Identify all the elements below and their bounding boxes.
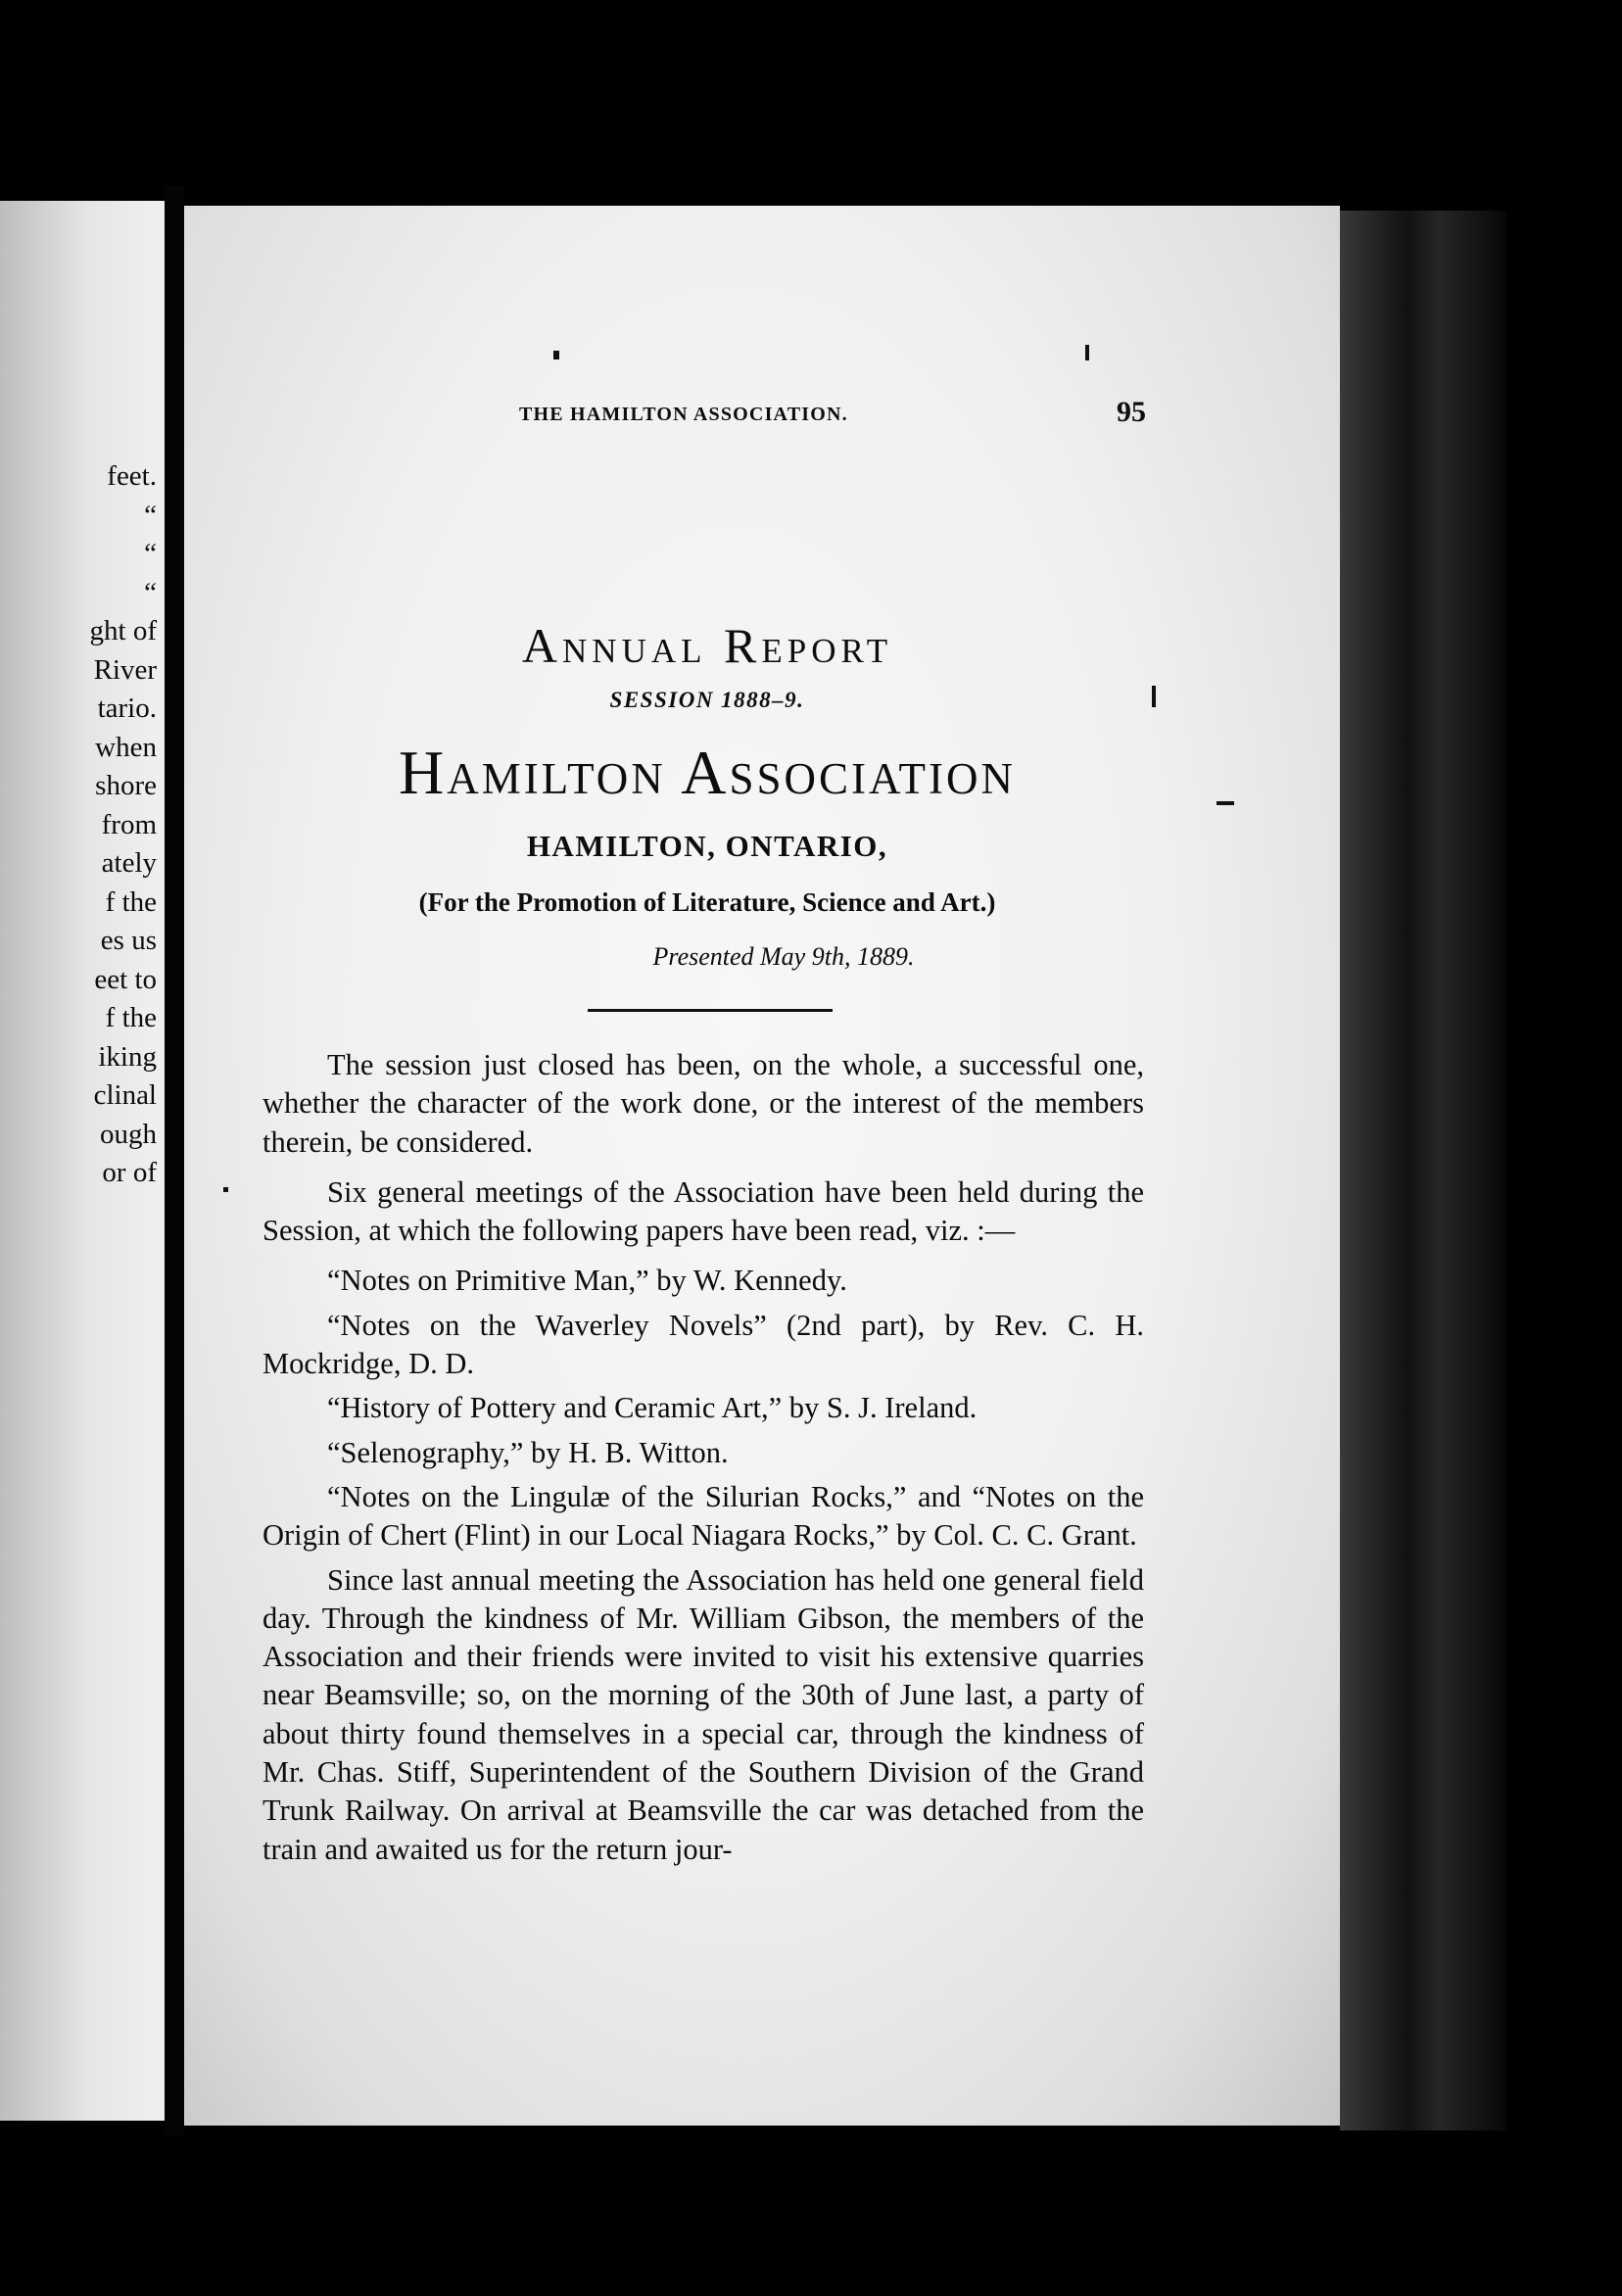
facing-page-fragment: eet to: [94, 963, 157, 995]
scan-speck: [223, 1187, 228, 1192]
paragraph-meetings: Six general meetings of the Association have been held during the Session, at which the following papers have been read, viz. :—: [262, 1174, 1144, 1248]
scan-speck: [1152, 686, 1156, 707]
facing-page-fragment: f the: [105, 885, 157, 918]
running-title: THE HAMILTON ASSOCIATION.: [519, 404, 848, 425]
report-title: Annual Report: [521, 618, 893, 673]
running-header: [335, 394, 1146, 433]
facing-page-fragment: when: [95, 731, 157, 763]
facing-page-fragment: clinal: [93, 1079, 157, 1111]
facing-page-fragment: “: [144, 538, 157, 569]
scan-speck: [553, 351, 559, 359]
facing-page-fragment: from: [101, 808, 157, 840]
paper-list-item: “Notes on the Lingulæ of the Silurian Rocks,” and “Notes on the Origin of Chert (Flint) in our Local Niagara Rocks,” by Col. C. C. Grant.: [262, 1479, 1144, 1553]
facing-page-fragment: shore: [95, 770, 157, 801]
paper-list-item: “Notes on the Waverley Novels” (2nd part), by Rev. C. H. Mockridge, D. D.: [262, 1308, 1144, 1381]
paper-list-item: “Notes on Primitive Man,” by W. Kennedy.: [327, 1264, 847, 1298]
facing-page-fragment: es us: [100, 925, 157, 956]
scan-speck: [1085, 345, 1089, 360]
facing-page-fragment: ght of: [89, 615, 157, 646]
facing-page-fragment: ough: [100, 1118, 157, 1150]
body-text: [262, 1046, 1144, 1881]
presented-date: Presented May 9th, 1889.: [652, 942, 915, 971]
purpose-line: (For the Promotion of Literature, Science and Art.): [418, 887, 996, 917]
title-rule: [588, 1009, 833, 1012]
facing-page-fragment: ately: [101, 847, 157, 879]
paragraph-field-day: Since last annual meeting the Association has held one general field day. Through the kindness of Mr. William Gibson, the members of the Association and their friends were invited to visit his extensive quarries near Beamsville; so, on the morning of the 30th of June last, a party of about thirty found themselves in a special car, through the kindness of Mr. Chas. Stiff, Superintendent of the Southern Division of the Grand Trunk Railway. On arrival at Beamsville the car was detached from the train and awaited us for the return jour-: [262, 1562, 1144, 1866]
association-title: Hamilton Association: [399, 738, 1016, 807]
scan-speck: [1216, 801, 1234, 805]
facing-page-fragment: tario.: [97, 693, 157, 724]
session-line: SESSION 1888–9.: [609, 688, 805, 712]
facing-page-text: [39, 457, 157, 1193]
paper-list-item: “History of Pottery and Ceramic Art,” by S. J. Ireland.: [327, 1391, 978, 1425]
facing-page-fragment: “: [144, 576, 157, 608]
page-edge-shadow: [1340, 211, 1506, 2130]
paragraph-session-summary: The session just closed has been, on the whole, a successful one, whether the character of the work done, or the interest of the members therein, be considered.: [262, 1048, 1144, 1159]
paper-list-item: “Selenography,” by H. B. Witton.: [327, 1435, 729, 1469]
city-line: HAMILTON, ONTARIO,: [526, 829, 888, 863]
facing-page: [0, 201, 165, 2121]
page-number: 95: [1117, 396, 1146, 428]
facing-page-fragment: feet.: [107, 460, 157, 492]
facing-page-fragment: River: [93, 653, 157, 686]
facing-page-fragment: f the: [105, 1002, 157, 1033]
facing-page-fragment: “: [144, 499, 157, 531]
book-spine: [165, 186, 184, 2135]
facing-page-fragment: or of: [102, 1157, 157, 1188]
facing-page-fragment: iking: [98, 1040, 157, 1073]
